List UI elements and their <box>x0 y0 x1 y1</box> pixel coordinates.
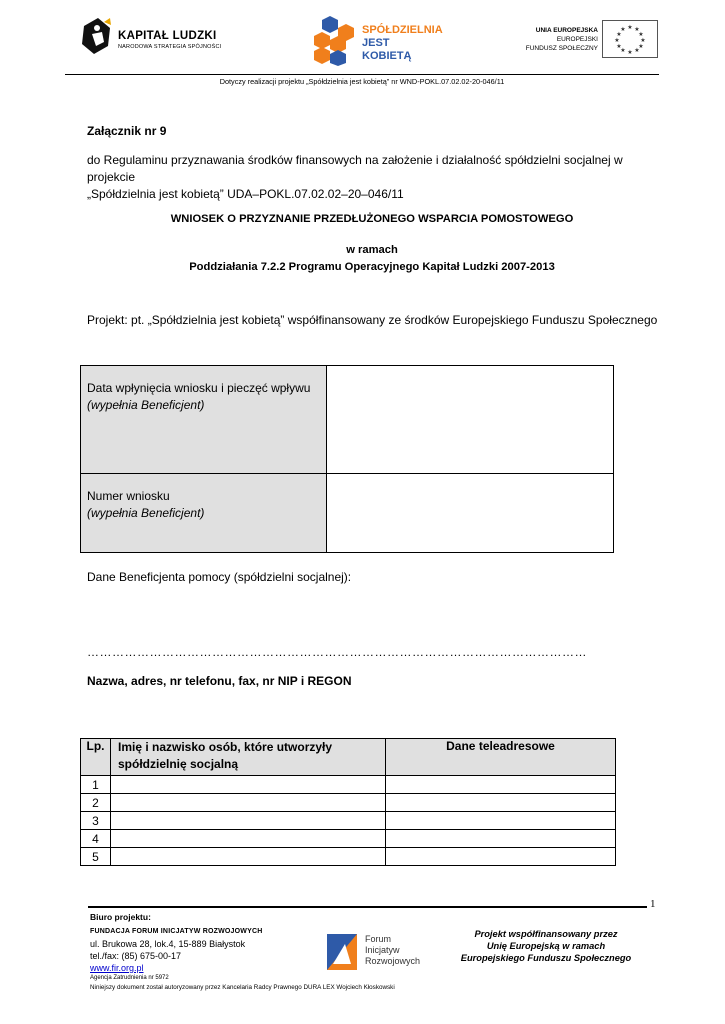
member-contact-cell[interactable] <box>386 848 616 866</box>
regulation-text <box>87 152 647 203</box>
receipt-date-field[interactable] <box>327 366 613 474</box>
member-contact-cell[interactable] <box>386 776 616 794</box>
svg-text:★: ★ <box>620 47 626 54</box>
application-info-table <box>80 365 614 553</box>
member-name-cell[interactable] <box>111 776 386 794</box>
kapital-ludzki-title: KAPITAŁ LUDZKI <box>118 30 217 42</box>
fir-logo-line1: Forum <box>365 934 392 944</box>
foundation-address: ul. Brukowa 28, lok.4, 15-889 Białystok <box>90 939 246 949</box>
agency-registration: Agencja Zatrudnienia nr 5972 <box>90 975 169 981</box>
svg-text:★: ★ <box>627 24 633 31</box>
application-number-label-cell <box>81 474 327 552</box>
project-reference-note: Dotyczy realizacji projektu „Spółdzielnia jest kobietą” nr WND-POKL.07.02.02-20-046/11 <box>219 77 505 86</box>
table-row <box>81 812 616 830</box>
members-table <box>80 738 616 866</box>
regulation-line1: do Regulaminu przyznawania środków finansowych na założenie i działalność spółdzielni socjalnej w projekcie <box>87 153 623 184</box>
application-number-title: Numer wniosku <box>87 489 170 503</box>
kapital-ludzki-logo <box>82 16 222 58</box>
foundation-contact <box>90 939 245 962</box>
table-row <box>81 776 616 794</box>
column-header-name: Imię i nazwisko osób, które utworzyły spółdzielnię socjalną <box>111 739 386 776</box>
receipt-date-note: (wypełnia Beneficjent) <box>87 398 205 412</box>
foundation-name: FUNDACJA FORUM INICJATYW ROZWOJOWYCH <box>90 928 263 935</box>
fir-emblem-icon <box>325 928 361 974</box>
member-name-cell[interactable] <box>111 848 386 866</box>
kapital-ludzki-emblem-icon <box>82 16 112 56</box>
cofinance-line3: Europejskiego Funduszu Społecznego <box>460 953 632 963</box>
application-number-note: (wypełnia Beneficjent) <box>87 506 205 520</box>
subaction-label: Poddziałania 7.2.2 Programu Operacyjnego Kapitał Ludzki 2007-2013 <box>189 261 555 273</box>
hexagon-cluster-icon <box>312 14 362 66</box>
eu-line3: FUNDUSZ SPOŁECZNY <box>525 45 598 52</box>
eu-line2: EUROPEJSKI <box>556 36 598 43</box>
within-label: w ramach <box>346 244 398 256</box>
eu-line1: UNIA EUROPEJSKA <box>535 27 598 34</box>
member-name-cell[interactable] <box>111 812 386 830</box>
fir-logo-line3: Rozwojowych <box>365 956 421 966</box>
row-number: 3 <box>81 812 111 830</box>
footer-divider <box>88 906 647 908</box>
beneficiary-fields-label: Nazwa, adres, nr telefonu, fax, nr NIP i REGON <box>87 674 352 688</box>
column-header-contact: Dane teleadresowe <box>386 739 616 776</box>
member-name-cell[interactable] <box>111 794 386 812</box>
member-contact-cell[interactable] <box>386 812 616 830</box>
member-contact-cell[interactable] <box>386 794 616 812</box>
table-row <box>81 848 616 866</box>
authorization-note: Niniejszy dokument został autoryzowany przez Kancelaria Radcy Prawnego DURA LEX Wojciech Kłoskowski <box>90 984 395 991</box>
svg-text:★: ★ <box>634 47 640 54</box>
beneficiary-label: Dane Beneficjenta pomocy (spółdzielni socjalnej): <box>87 570 352 584</box>
spoldzielnia-logo-line1: SPÓŁDZIELNIA <box>362 24 443 36</box>
svg-text:★: ★ <box>640 37 646 44</box>
document-title: WNIOSEK O PRZYZNANIE PRZEDŁUŻONEGO WSPARCIA POMOSTOWEGO <box>170 213 574 225</box>
column-header-lp: Lp. <box>81 739 111 776</box>
application-number-label <box>87 488 204 522</box>
svg-text:★: ★ <box>616 31 622 38</box>
svg-text:★: ★ <box>620 26 626 33</box>
foundation-phone: tel./fax: (85) 675-00-17 <box>90 950 182 961</box>
cofinance-line1: Projekt współfinansowany przez <box>474 929 618 939</box>
eu-flag-icon <box>602 20 658 58</box>
table-row <box>81 794 616 812</box>
svg-text:★: ★ <box>638 43 644 50</box>
project-office-label: Biuro projektu: <box>90 912 151 922</box>
fir-logo-line2: Inicjatyw <box>365 945 400 955</box>
fir-logo <box>325 928 421 974</box>
attachment-label: Załącznik nr 9 <box>87 124 167 138</box>
website-link[interactable]: www.fir.org.pl <box>90 963 144 973</box>
fir-logo-text <box>365 934 420 967</box>
spoldzielnia-logo <box>312 14 443 68</box>
row-number: 2 <box>81 794 111 812</box>
member-contact-cell[interactable] <box>386 830 616 848</box>
svg-text:★: ★ <box>614 37 620 44</box>
kapital-ludzki-subtitle: NARODOWA STRATEGIA SPÓJNOŚCI <box>118 44 222 50</box>
members-table-header <box>81 739 616 776</box>
cofinance-line2: Unię Europejską w ramach <box>486 941 606 951</box>
page-number: 1 <box>650 898 656 910</box>
eu-text <box>498 26 598 53</box>
project-description: Projekt: pt. „Spółdzielnia jest kobietą” współfinansowany ze środków Europejskiego Funduszu Społecznego <box>87 313 658 327</box>
receipt-date-label <box>87 380 310 414</box>
application-number-field[interactable] <box>327 474 613 552</box>
cofinance-statement <box>438 928 654 964</box>
member-name-cell[interactable] <box>111 830 386 848</box>
svg-text:★: ★ <box>634 26 640 33</box>
svg-text:★: ★ <box>616 43 622 50</box>
regulation-line2: „Spółdzielnia jest kobietą” UDA–POKL.07.02.02–20–046/11 <box>87 187 404 201</box>
receipt-date-label-cell <box>81 366 327 474</box>
receipt-date-title: Data wpłynięcia wniosku i pieczęć wpływu <box>87 381 311 395</box>
header-divider <box>65 74 659 75</box>
svg-text:★: ★ <box>627 49 633 56</box>
spoldzielnia-logo-line2: JEST KOBIETĄ <box>362 37 412 62</box>
table-row <box>81 830 616 848</box>
row-number: 4 <box>81 830 111 848</box>
row-number: 5 <box>81 848 111 866</box>
svg-text:★: ★ <box>638 31 644 38</box>
row-number: 1 <box>81 776 111 794</box>
beneficiary-dotted-line[interactable]: ………………………………………………………………………………………………………… <box>87 645 587 659</box>
